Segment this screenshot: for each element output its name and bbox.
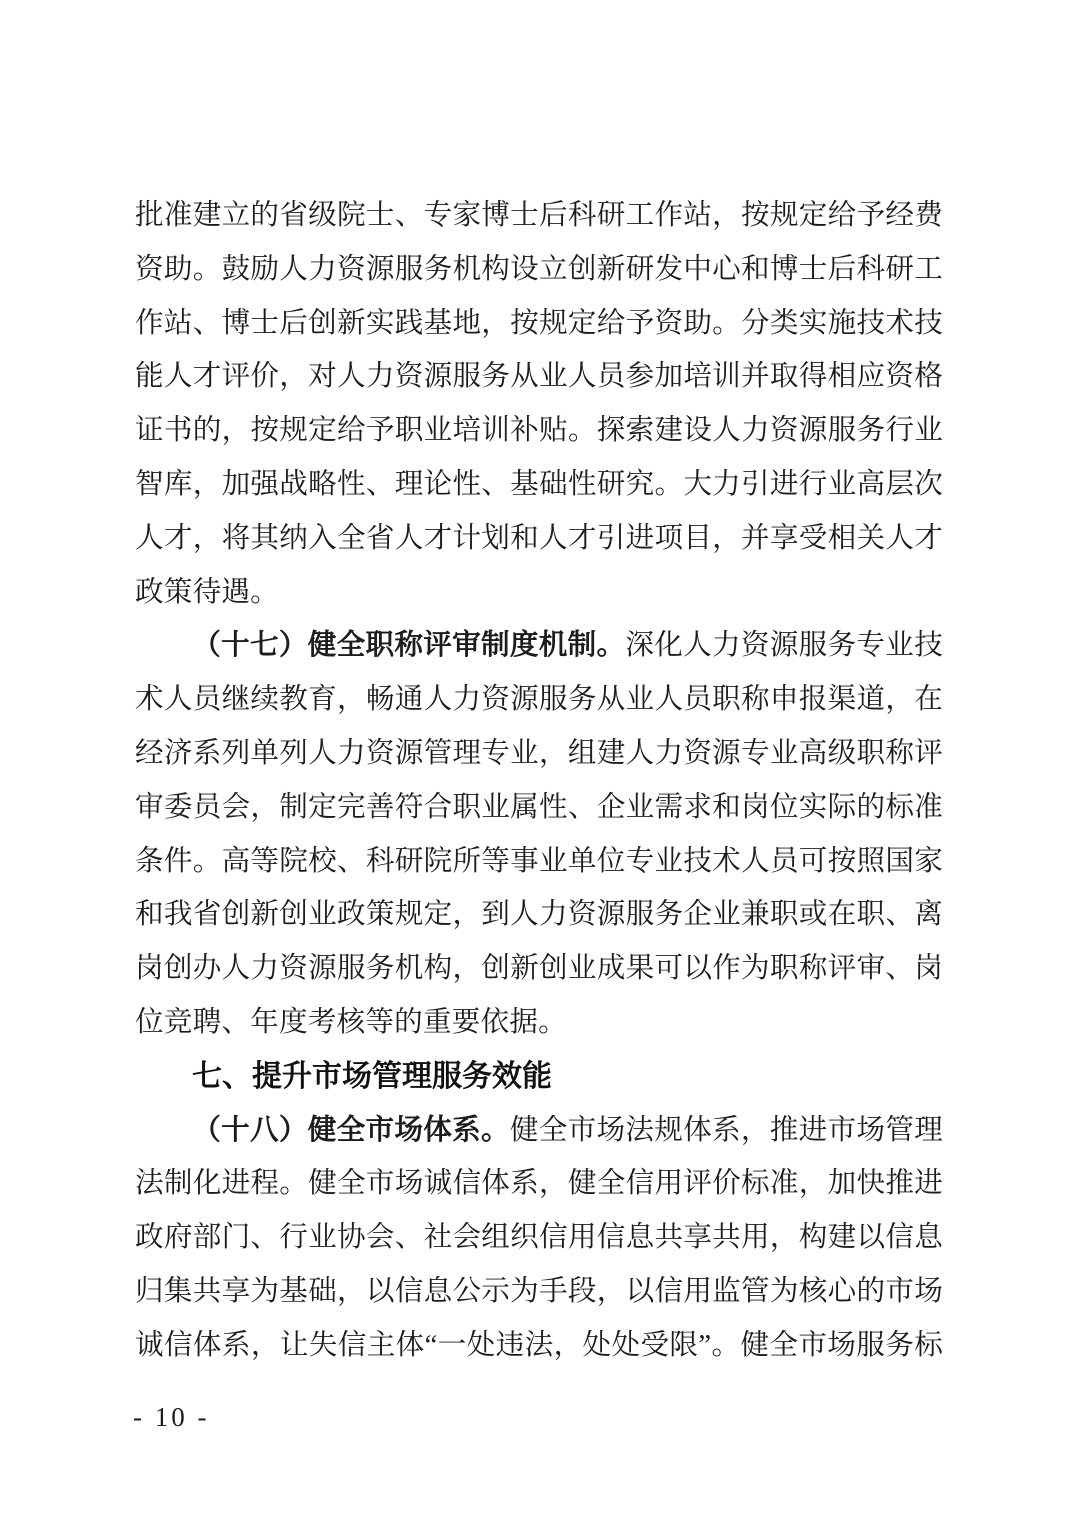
text-line: 能人才评价，对人力资源服务从业人员参加培训并取得相应资格 (135, 361, 943, 393)
text-line: 资助。鼓励人力资源服务机构设立创新研发中心和博士后科研工 (135, 253, 943, 285)
page-number: - 10 - (133, 1402, 210, 1432)
text-line: 证书的，按规定给予职业培训补贴。探索建设人力资源服务行业 (135, 415, 943, 447)
text-line: 政府部门、行业协会、社会组织信用信息共享共用，构建以信息 (135, 1222, 943, 1254)
paragraph-17-lead-rest: 深化人力资源服务专业技 (625, 630, 943, 662)
text-line: 位竞聘、年度考核等的重要依据。 (135, 1006, 567, 1038)
paragraph-18-first-line (135, 1104, 943, 1158)
text-line: 智库，加强战略性、理论性、基础性研究。大力引进行业高层次 (135, 468, 943, 500)
paragraph-18-lead: （十八）健全市场体系。 (192, 1114, 510, 1146)
document-body (135, 189, 943, 1373)
text-line: 批准建立的省级院士、专家博士后科研工作站，按规定给予经费 (135, 200, 943, 231)
text-line: 归集共享为基础，以信息公示为手段，以信用监管为核心的市场 (135, 1275, 943, 1307)
text-line: 条件。高等院校、科研院所等事业单位专业技术人员可按照国家 (135, 845, 943, 877)
text-line: 诚信体系，让失信主体“一处违法，处处受限”。健全市场服务标 (135, 1329, 943, 1361)
text-line: 政策待遇。 (135, 576, 279, 608)
text-line: 和我省创新创业政策规定，到人力资源服务企业兼职或在职、离 (135, 899, 943, 931)
text-line: 人才，将其纳入全省人才计划和人才引进项目，并享受相关人才 (135, 522, 943, 554)
text-line: 作站、博士后创新实践基地，按规定给予资助。分类实施技术技 (135, 307, 943, 339)
section-heading: 七、提升市场管理服务效能 (192, 1059, 552, 1093)
text-line: 经济系列单列人力资源管理专业，组建人力资源专业高级职称评 (135, 737, 943, 769)
text-line: 岗创办人力资源服务机构，创新创业成果可以作为职称评审、岗 (135, 953, 943, 985)
text-line: 法制化进程。健全市场诚信体系，健全信用评价标准，加快推进 (135, 1168, 943, 1200)
paragraph-17-lead: （十七）健全职称评审制度机制。 (192, 630, 626, 662)
paragraph-17-first-line (135, 619, 943, 673)
text-line: 术人员继续教育，畅通人力资源服务从业人员职称申报渠道，在 (135, 684, 943, 716)
paragraph-18-lead-rest: 健全市场法规体系，推进市场管理 (509, 1114, 943, 1146)
text-line: 审委员会，制定完善符合职业属性、企业需求和岗位实际的标准 (135, 791, 943, 823)
